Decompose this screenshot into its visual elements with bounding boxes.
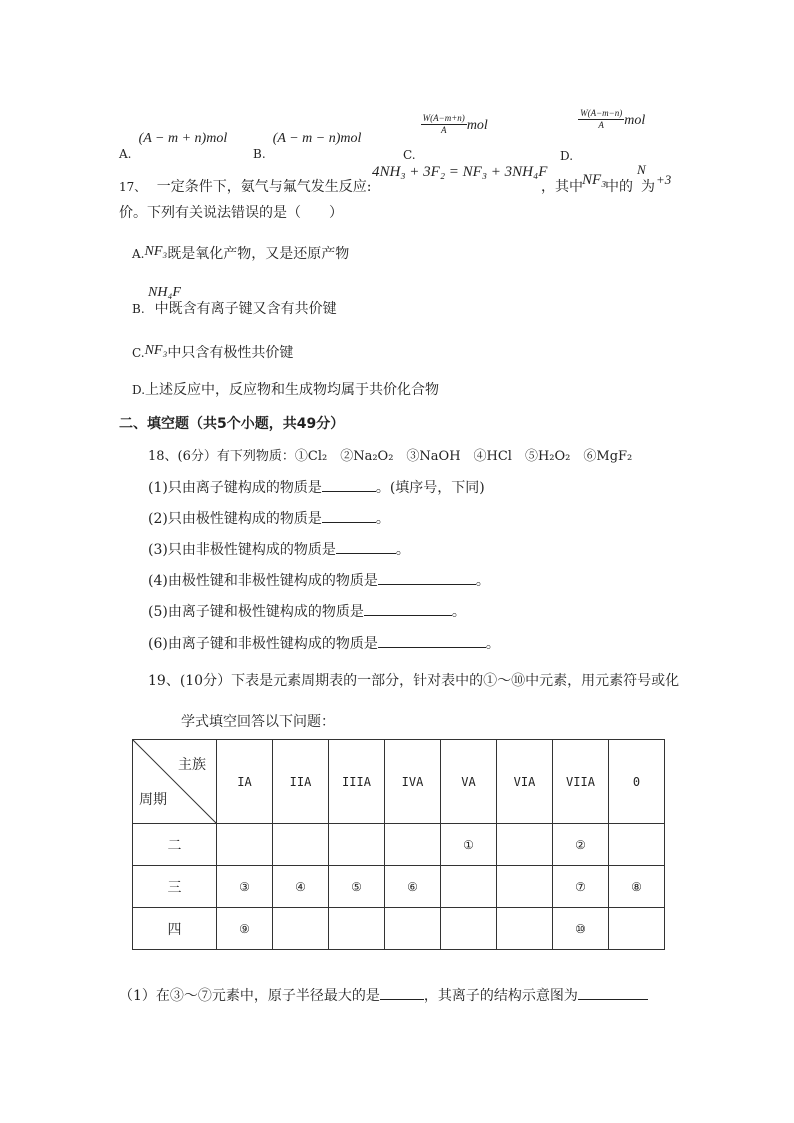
q18-item-4-blank[interactable] (378, 570, 476, 585)
q18-item-3 (148, 539, 410, 559)
option-d-fraction (578, 108, 624, 131)
q17-option-d (132, 379, 439, 399)
option-c-numerator: W(A−m+n) (422, 113, 465, 123)
option-b-label: B. (253, 147, 266, 161)
q17-option-a-formula: NF₃ (144, 244, 168, 259)
table-header-row (133, 740, 665, 824)
q18-item-4-suffix: 。 (475, 573, 490, 589)
period-label: 二 (133, 824, 217, 866)
q18-item-1-text: (1)只由离子键构成的物质是 (148, 480, 322, 496)
table-cell: ⑧ (609, 866, 665, 908)
column-header: IA (217, 740, 273, 824)
q17-number: 17、 (119, 180, 147, 194)
table-row (133, 908, 665, 950)
q18-item-5-suffix: 。 (451, 604, 466, 620)
option-c-unit: mol (466, 118, 488, 133)
q17-text-wei: 为 (641, 179, 655, 195)
q17-option-d-label: D. (132, 383, 146, 397)
option-c-fraction (421, 113, 467, 136)
table-cell: ② (553, 824, 609, 866)
table-cell: ⑤ (329, 866, 385, 908)
column-header: IIA (273, 740, 329, 824)
table-cell (441, 908, 497, 950)
q18-item-2 (148, 508, 390, 528)
table-cell (385, 908, 441, 950)
table-cell: ⑨ (217, 908, 273, 950)
column-header: VIIA (553, 740, 609, 824)
q18-item-3-blank[interactable] (336, 539, 396, 554)
q18-item-6 (148, 633, 500, 653)
option-c-denominator: A (440, 125, 447, 135)
q18-item-1-blank[interactable] (322, 477, 376, 492)
corner-top-label: 主族 (178, 757, 206, 773)
q18-item-1 (148, 477, 485, 497)
option-d-numerator: W(A−m−n) (580, 108, 623, 118)
table-cell (497, 866, 553, 908)
table-cell (609, 824, 665, 866)
q19-sub1-blank-2[interactable] (578, 985, 648, 1000)
table-cell: ③ (217, 866, 273, 908)
table-cell (273, 908, 329, 950)
table-cell (609, 908, 665, 950)
q19-sub1-blank-1[interactable] (380, 985, 424, 1000)
q19-header-line1: 19、(10分）下表是元素周期表的一部分，针对表中的①～⑩中元素，用元素符号或化 (148, 673, 680, 689)
q17-option-a-label: A. (132, 247, 145, 261)
option-a-expr: (A − m + n)mol (138, 131, 228, 146)
option-d-unit: mol (624, 113, 646, 128)
q18-item-6-suffix: 。 (485, 636, 500, 652)
q17-charge: +3 (656, 172, 672, 187)
column-header: IVA (385, 740, 441, 824)
q17-option-b (132, 298, 337, 318)
table-cell: ⑥ (385, 866, 441, 908)
q17-option-c-formula: NF₃ (144, 343, 168, 358)
table-row (133, 824, 665, 866)
periodic-table (132, 739, 665, 950)
option-d-denominator: A (598, 120, 604, 130)
q17-line1 (119, 176, 371, 196)
q19-sub1-text: （1）在③～⑦元素中，原子半径最大的是 (119, 988, 380, 1004)
option-d-label: D. (560, 149, 574, 163)
q18-item-5-blank[interactable] (364, 601, 452, 616)
q17-line2: 价。下列有关说法错误的是（ ） (119, 205, 343, 221)
q17-n-symbol: N (637, 162, 646, 177)
table-cell (441, 866, 497, 908)
q17-option-b-formula: NH₄F (148, 285, 181, 300)
period-label: 三 (133, 866, 217, 908)
q18-item-2-suffix: 。 (375, 511, 390, 527)
q17-option-c-text: 中只含有极性共价键 (167, 345, 294, 361)
table-cell (329, 908, 385, 950)
table-cell (385, 824, 441, 866)
option-a-label: A. (119, 147, 132, 161)
option-b-expr: (A − m − n)mol (272, 131, 362, 146)
q18-header: 18、(6分）有下列物质：①Cl₂ ②Na₂O₂ ③NaOH ④HCl ⑤H₂O₂ ⑥MgF₂ (148, 449, 633, 464)
q18-item-2-text: (2)只由极性键构成的物质是 (148, 511, 322, 527)
column-header: 0 (609, 740, 665, 824)
column-header: IIIA (329, 740, 385, 824)
q18-item-2-blank[interactable] (322, 508, 376, 523)
q18-item-5-text: (5)由离子键和极性键构成的物质是 (148, 604, 364, 620)
table-cell: ⑦ (553, 866, 609, 908)
q17-option-a-text: 既是氧化产物，又是还原产物 (167, 246, 350, 262)
table-cell: ① (441, 824, 497, 866)
q17-equation: 4NH₃ + 3F₂ = NF₃ + 3NH₄F (372, 164, 548, 180)
q18-item-1-suffix: 。(填序号，下同) (375, 480, 485, 496)
q17-option-b-text: 中既含有离子键又含有共价键 (154, 301, 337, 317)
q17-option-a (132, 243, 349, 263)
q18-item-3-text: (3)只由非极性键构成的物质是 (148, 542, 336, 558)
q17-option-c-label: C. (132, 346, 145, 360)
q18-item-6-text: (6)由离子键和非极性键构成的物质是 (148, 636, 378, 652)
table-cell (497, 824, 553, 866)
q18-item-5 (148, 601, 466, 621)
period-label: 四 (133, 908, 217, 950)
table-cell (329, 824, 385, 866)
q19-sub1-mid: ，其离子的结构示意图为 (423, 988, 578, 1004)
table-cell (273, 824, 329, 866)
q19-sub1 (119, 985, 648, 1005)
column-header: VIA (497, 740, 553, 824)
table-row (133, 866, 665, 908)
q16-option-d (560, 108, 646, 163)
q17-text-mid2: 中的 (605, 179, 633, 195)
table-cell: ⑩ (553, 908, 609, 950)
q18-item-4 (148, 570, 490, 590)
q16-option-b (253, 127, 362, 161)
q17-option-d-text: 上述反应中，反应物和生成物均属于共价化合物 (145, 382, 440, 398)
q17-nf3: NF₃ (582, 172, 607, 188)
q16-option-c (403, 113, 488, 162)
q18-item-4-text: (4)由极性键和非极性键构成的物质是 (148, 573, 378, 589)
table-corner-cell (133, 740, 217, 824)
section2-title: 二、填空题（共5个小题，共49分） (119, 416, 345, 432)
column-header: VA (441, 740, 497, 824)
table-cell (217, 824, 273, 866)
q17-text-mid: ，其中 (541, 179, 583, 195)
q16-option-a (119, 127, 228, 161)
q19-header-line2: 学式填空回答以下问题： (181, 714, 335, 730)
q17-option-c (132, 342, 293, 362)
table-cell: ④ (273, 866, 329, 908)
diagonal-line (133, 740, 216, 823)
table-cell (497, 908, 553, 950)
q17-option-b-label: B. (132, 302, 145, 316)
q18-item-3-suffix: 。 (395, 542, 410, 558)
q17-line1-tail (541, 176, 583, 196)
q18-item-6-blank[interactable] (378, 633, 486, 648)
option-c-label: C. (403, 148, 416, 162)
corner-bottom-label: 周期 (139, 792, 167, 808)
q17-text-before: 一定条件下，氨气与氟气发生反应: (156, 179, 372, 195)
